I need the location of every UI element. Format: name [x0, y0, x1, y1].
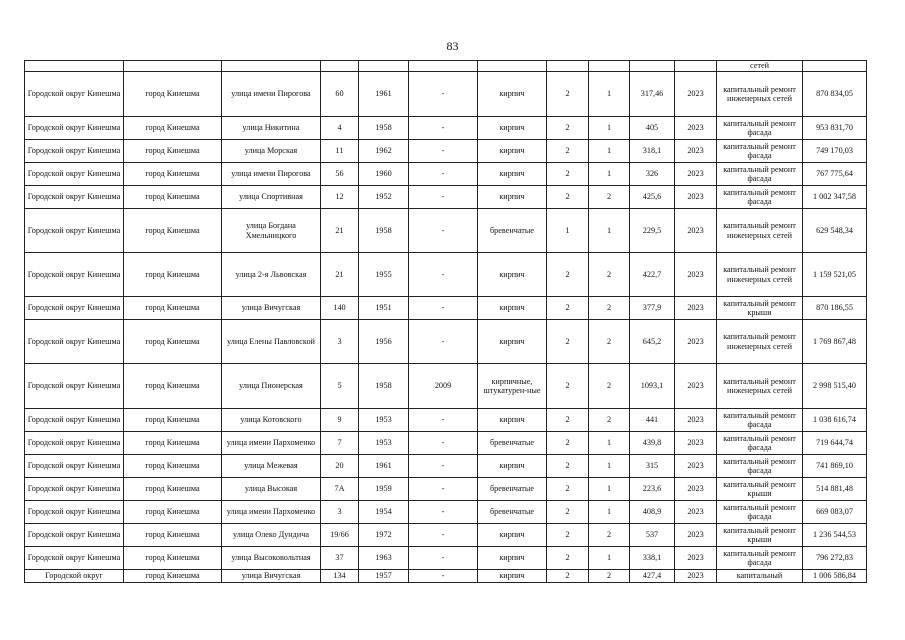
cell-overhaul-year: -	[409, 409, 478, 432]
cell-floors: 2	[547, 186, 589, 209]
cell-street: улица имени Пархоменко	[222, 501, 321, 524]
cell-plan-year: 2023	[675, 320, 717, 364]
cell-street: улица Межевая	[222, 455, 321, 478]
cell-repair-type: капитальный ремонт инженерных сетей	[717, 320, 803, 364]
cell-build-year: 1958	[359, 117, 409, 140]
cell-entrances: 2	[589, 297, 630, 320]
cell-area: 318,1	[630, 140, 675, 163]
cell-entrances: 1	[589, 478, 630, 501]
cell-repair-type: капитальный ремонт инженерных сетей	[717, 72, 803, 117]
cell-repair-type: капитальный ремонт фасада	[717, 455, 803, 478]
cell-plan-year: 2023	[675, 501, 717, 524]
cell-overhaul-year: 2009	[409, 364, 478, 409]
cell-entrances: 1	[589, 209, 630, 253]
cell-house-number: 7	[321, 432, 359, 455]
cell-area: 315	[630, 455, 675, 478]
cell-overhaul-year: -	[409, 478, 478, 501]
cell-city: город Кинешма	[124, 320, 222, 364]
cell-street: улица Морская	[222, 140, 321, 163]
cell-floors: 1	[547, 209, 589, 253]
cell-floors: 2	[547, 455, 589, 478]
cell-area: 425,6	[630, 186, 675, 209]
cell-street: улица Спортивная	[222, 186, 321, 209]
cell-cost: 870 834,05	[803, 72, 867, 117]
cell-wall-material: бревенчатые	[478, 478, 547, 501]
cell-overhaul-year: -	[409, 570, 478, 583]
cell-wall-material: кирпич	[478, 253, 547, 297]
cell-city: город Кинешма	[124, 478, 222, 501]
cell-city: город Кинешма	[124, 140, 222, 163]
cell-plan-year: 2023	[675, 455, 717, 478]
table-row	[25, 524, 867, 547]
cell-wall-material: кирпичные, штукатурен-ные	[478, 364, 547, 409]
cell-city: город Кинешма	[124, 186, 222, 209]
cell-street: улица Олеко Дундича	[222, 524, 321, 547]
table-row	[25, 297, 867, 320]
cell-street: улица Вичугская	[222, 570, 321, 583]
table-row	[25, 501, 867, 524]
cell-wall-material: кирпич	[478, 455, 547, 478]
cell-cost: 1 769 867,48	[803, 320, 867, 364]
cell-district: Городской округ Кинешма	[25, 253, 124, 297]
cell-floors: 2	[547, 140, 589, 163]
cell-floors: 2	[547, 117, 589, 140]
cell-floors: 2	[547, 570, 589, 583]
cell-floors: 2	[547, 364, 589, 409]
cell-cost: 870 186,55	[803, 297, 867, 320]
cell-house-number: 5	[321, 364, 359, 409]
cell-repair-type: сетей	[717, 61, 803, 72]
cell-floors: 2	[547, 72, 589, 117]
cell-city: город Кинешма	[124, 209, 222, 253]
cell-cost: 749 170,03	[803, 140, 867, 163]
cell-house-number: 19/66	[321, 524, 359, 547]
cell-plan-year: 2023	[675, 524, 717, 547]
cell-city: город Кинешма	[124, 364, 222, 409]
cell-city: город Кинешма	[124, 72, 222, 117]
cell-entrances: 1	[589, 432, 630, 455]
cell-street: улица Никитина	[222, 117, 321, 140]
cell-house-number: 134	[321, 570, 359, 583]
cell-overhaul-year: -	[409, 320, 478, 364]
cell-repair-type: капитальный ремонт фасада	[717, 409, 803, 432]
cell-empty	[547, 61, 589, 72]
cell-repair-type: капитальный ремонт крыши	[717, 478, 803, 501]
cell-district: Городской округ Кинешма	[25, 409, 124, 432]
cell-plan-year: 2023	[675, 186, 717, 209]
cell-overhaul-year: -	[409, 117, 478, 140]
cell-cost: 796 272,83	[803, 547, 867, 570]
cell-area: 229,5	[630, 209, 675, 253]
cell-area: 377,9	[630, 297, 675, 320]
cell-house-number: 20	[321, 455, 359, 478]
cell-area: 422,7	[630, 253, 675, 297]
cell-cost: 1 006 586,84	[803, 570, 867, 583]
cell-plan-year: 2023	[675, 432, 717, 455]
cell-cost: 629 548,34	[803, 209, 867, 253]
cell-empty	[803, 61, 867, 72]
cell-house-number: 4	[321, 117, 359, 140]
cell-overhaul-year: -	[409, 547, 478, 570]
cell-district: Городской округ Кинешма	[25, 547, 124, 570]
cell-empty	[222, 61, 321, 72]
cell-overhaul-year: -	[409, 140, 478, 163]
table-row	[25, 364, 867, 409]
cell-build-year: 1962	[359, 140, 409, 163]
cell-wall-material: кирпич	[478, 524, 547, 547]
cell-district: Городской округ Кинешма	[25, 455, 124, 478]
table-row	[25, 72, 867, 117]
cell-cost: 1 038 616,74	[803, 409, 867, 432]
cell-build-year: 1961	[359, 455, 409, 478]
table-body	[25, 61, 867, 583]
cell-repair-type: капитальный ремонт инженерных сетей	[717, 209, 803, 253]
cell-house-number: 21	[321, 209, 359, 253]
cell-build-year: 1955	[359, 253, 409, 297]
cell-street: улица Елены Павловской	[222, 320, 321, 364]
cell-plan-year: 2023	[675, 297, 717, 320]
cell-cost: 2 998 515,40	[803, 364, 867, 409]
cell-district: Городской округ Кинешма	[25, 501, 124, 524]
cell-city: город Кинешма	[124, 570, 222, 583]
cell-entrances: 2	[589, 570, 630, 583]
cell-repair-type: капитальный	[717, 570, 803, 583]
page-number: 83	[446, 39, 459, 53]
cell-floors: 2	[547, 501, 589, 524]
cell-area: 645,2	[630, 320, 675, 364]
cell-area: 223,6	[630, 478, 675, 501]
registry-table	[24, 60, 867, 583]
cell-house-number: 37	[321, 547, 359, 570]
cell-build-year: 1957	[359, 570, 409, 583]
cell-build-year: 1953	[359, 409, 409, 432]
cell-entrances: 1	[589, 547, 630, 570]
cell-city: город Кинешма	[124, 297, 222, 320]
cell-overhaul-year: -	[409, 524, 478, 547]
cell-cost: 1 002 347,58	[803, 186, 867, 209]
cell-city: город Кинешма	[124, 163, 222, 186]
cell-district: Городской округ Кинешма	[25, 364, 124, 409]
cell-plan-year: 2023	[675, 478, 717, 501]
cell-empty	[478, 61, 547, 72]
cell-cost: 1 236 544,53	[803, 524, 867, 547]
cell-overhaul-year: -	[409, 163, 478, 186]
cell-wall-material: кирпич	[478, 409, 547, 432]
cell-repair-type: капитальный ремонт инженерных сетей	[717, 364, 803, 409]
cell-district: Городской округ Кинешма	[25, 524, 124, 547]
cell-build-year: 1963	[359, 547, 409, 570]
cell-overhaul-year: -	[409, 72, 478, 117]
cell-area: 439,8	[630, 432, 675, 455]
cell-empty	[409, 61, 478, 72]
cell-city: город Кинешма	[124, 409, 222, 432]
cell-house-number: 3	[321, 320, 359, 364]
cell-empty	[359, 61, 409, 72]
cell-floors: 2	[547, 432, 589, 455]
cell-house-number: 11	[321, 140, 359, 163]
cell-build-year: 1954	[359, 501, 409, 524]
cell-house-number: 21	[321, 253, 359, 297]
cell-cost: 953 831,70	[803, 117, 867, 140]
cell-entrances: 1	[589, 455, 630, 478]
cell-district: Городской округ	[25, 570, 124, 583]
cell-wall-material: кирпич	[478, 547, 547, 570]
cell-entrances: 2	[589, 320, 630, 364]
cell-repair-type: капитальный ремонт крыши	[717, 297, 803, 320]
cell-empty	[321, 61, 359, 72]
cell-floors: 2	[547, 320, 589, 364]
cell-floors: 2	[547, 547, 589, 570]
cell-city: город Кинешма	[124, 501, 222, 524]
cell-house-number: 9	[321, 409, 359, 432]
cell-empty	[589, 61, 630, 72]
table-row	[25, 117, 867, 140]
cell-wall-material: бревенчатые	[478, 432, 547, 455]
cell-city: город Кинешма	[124, 253, 222, 297]
cell-build-year: 1961	[359, 72, 409, 117]
cell-wall-material: бревенчатые	[478, 209, 547, 253]
cell-cost: 669 083,07	[803, 501, 867, 524]
cell-plan-year: 2023	[675, 547, 717, 570]
cell-street: улица Богдана Хмельницкого	[222, 209, 321, 253]
table-row	[25, 140, 867, 163]
cell-repair-type: капитальный ремонт фасада	[717, 547, 803, 570]
cell-wall-material: кирпич	[478, 570, 547, 583]
cell-area: 326	[630, 163, 675, 186]
cell-plan-year: 2023	[675, 140, 717, 163]
cell-entrances: 1	[589, 117, 630, 140]
cell-floors: 2	[547, 163, 589, 186]
cell-wall-material: кирпич	[478, 320, 547, 364]
cell-build-year: 1960	[359, 163, 409, 186]
cell-street: улица имени Пирогова	[222, 163, 321, 186]
cell-district: Городской округ Кинешма	[25, 140, 124, 163]
cell-wall-material: кирпич	[478, 72, 547, 117]
cell-overhaul-year: -	[409, 455, 478, 478]
cell-empty	[124, 61, 222, 72]
cell-build-year: 1958	[359, 364, 409, 409]
cell-city: город Кинешма	[124, 524, 222, 547]
cell-floors: 2	[547, 478, 589, 501]
cell-cost: 1 159 521,05	[803, 253, 867, 297]
cell-district: Городской округ Кинешма	[25, 72, 124, 117]
cell-repair-type: капитальный ремонт крыши	[717, 524, 803, 547]
cell-house-number: 12	[321, 186, 359, 209]
cell-cost: 767 775,64	[803, 163, 867, 186]
table-row	[25, 409, 867, 432]
cell-entrances: 2	[589, 409, 630, 432]
cell-entrances: 2	[589, 524, 630, 547]
cell-plan-year: 2023	[675, 117, 717, 140]
cell-floors: 2	[547, 524, 589, 547]
cell-street: улица имени Пирогова	[222, 72, 321, 117]
cell-house-number: 140	[321, 297, 359, 320]
cell-street: улица имени Пархоменко	[222, 432, 321, 455]
cell-overhaul-year: -	[409, 209, 478, 253]
cell-street: улица 2-я Львовская	[222, 253, 321, 297]
cell-repair-type: капитальный ремонт фасада	[717, 501, 803, 524]
cell-street: улица Высокая	[222, 478, 321, 501]
cell-area: 408,9	[630, 501, 675, 524]
cell-area: 338,1	[630, 547, 675, 570]
cell-city: город Кинешма	[124, 432, 222, 455]
cell-wall-material: бревенчатые	[478, 501, 547, 524]
cell-repair-type: капитальный ремонт фасада	[717, 432, 803, 455]
cell-empty	[25, 61, 124, 72]
cell-wall-material: кирпич	[478, 117, 547, 140]
table-row	[25, 253, 867, 297]
cell-cost: 719 644,74	[803, 432, 867, 455]
cell-repair-type: капитальный ремонт фасада	[717, 117, 803, 140]
table-row	[25, 478, 867, 501]
cell-floors: 2	[547, 253, 589, 297]
cell-empty	[675, 61, 717, 72]
table-row	[25, 455, 867, 478]
cell-street: улица Котовского	[222, 409, 321, 432]
cell-district: Городской округ Кинешма	[25, 163, 124, 186]
cell-build-year: 1972	[359, 524, 409, 547]
table-row	[25, 209, 867, 253]
cell-area: 1093,1	[630, 364, 675, 409]
cell-area: 427,4	[630, 570, 675, 583]
cell-plan-year: 2023	[675, 364, 717, 409]
cell-repair-type: капитальный ремонт фасада	[717, 163, 803, 186]
table-row	[25, 570, 867, 583]
cell-district: Городской округ Кинешма	[25, 297, 124, 320]
cell-floors: 2	[547, 409, 589, 432]
cell-entrances: 2	[589, 364, 630, 409]
cell-house-number: 7А	[321, 478, 359, 501]
cell-city: город Кинешма	[124, 455, 222, 478]
table-row	[25, 163, 867, 186]
cell-overhaul-year: -	[409, 501, 478, 524]
cell-district: Городской округ Кинешма	[25, 478, 124, 501]
cell-area: 405	[630, 117, 675, 140]
cell-entrances: 1	[589, 501, 630, 524]
cell-city: город Кинешма	[124, 547, 222, 570]
cell-house-number: 3	[321, 501, 359, 524]
cell-wall-material: кирпич	[478, 186, 547, 209]
cell-street: улица Пионерская	[222, 364, 321, 409]
table-row	[25, 547, 867, 570]
cell-plan-year: 2023	[675, 209, 717, 253]
cell-house-number: 60	[321, 72, 359, 117]
cell-district: Городской округ Кинешма	[25, 209, 124, 253]
cell-plan-year: 2023	[675, 409, 717, 432]
cell-plan-year: 2023	[675, 163, 717, 186]
cell-entrances: 1	[589, 163, 630, 186]
cell-district: Городской округ Кинешма	[25, 320, 124, 364]
cell-build-year: 1952	[359, 186, 409, 209]
cell-overhaul-year: -	[409, 432, 478, 455]
cell-street: улица Высоковольтная	[222, 547, 321, 570]
cell-wall-material: кирпич	[478, 140, 547, 163]
cell-repair-type: капитальный ремонт фасада	[717, 186, 803, 209]
cell-plan-year: 2023	[675, 570, 717, 583]
cell-empty	[630, 61, 675, 72]
cell-wall-material: кирпич	[478, 163, 547, 186]
cell-district: Городской округ Кинешма	[25, 432, 124, 455]
table-row	[25, 320, 867, 364]
cell-entrances: 2	[589, 186, 630, 209]
cell-plan-year: 2023	[675, 253, 717, 297]
cell-floors: 2	[547, 297, 589, 320]
cell-cost: 741 869,10	[803, 455, 867, 478]
cell-area: 537	[630, 524, 675, 547]
cell-repair-type: капитальный ремонт инженерных сетей	[717, 253, 803, 297]
table-row-continuation	[25, 61, 867, 72]
cell-house-number: 56	[321, 163, 359, 186]
cell-repair-type: капитальный ремонт фасада	[717, 140, 803, 163]
cell-cost: 514 881,48	[803, 478, 867, 501]
cell-build-year: 1956	[359, 320, 409, 364]
table-row	[25, 186, 867, 209]
cell-district: Городской округ Кинешма	[25, 117, 124, 140]
cell-plan-year: 2023	[675, 72, 717, 117]
cell-overhaul-year: -	[409, 253, 478, 297]
cell-overhaul-year: -	[409, 186, 478, 209]
cell-build-year: 1953	[359, 432, 409, 455]
cell-build-year: 1958	[359, 209, 409, 253]
cell-area: 441	[630, 409, 675, 432]
cell-area: 317,46	[630, 72, 675, 117]
cell-district: Городской округ Кинешма	[25, 186, 124, 209]
table-row	[25, 432, 867, 455]
cell-entrances: 2	[589, 253, 630, 297]
cell-build-year: 1959	[359, 478, 409, 501]
cell-street: улица Вичугская	[222, 297, 321, 320]
cell-overhaul-year: -	[409, 297, 478, 320]
cell-entrances: 1	[589, 140, 630, 163]
cell-wall-material: кирпич	[478, 297, 547, 320]
cell-city: город Кинешма	[124, 117, 222, 140]
cell-build-year: 1951	[359, 297, 409, 320]
cell-entrances: 1	[589, 72, 630, 117]
